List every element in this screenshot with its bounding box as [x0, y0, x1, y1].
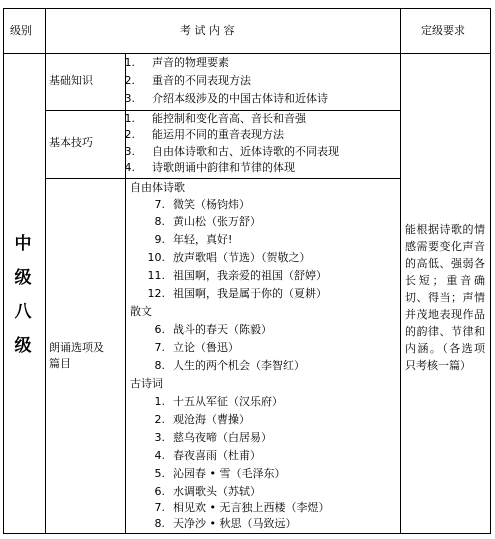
- prose-item-1-num: 6.: [154, 323, 165, 336]
- fv-item-2-text: 黄山松（张万舒）: [173, 215, 261, 228]
- cp-item-8-num: 8.: [154, 517, 165, 530]
- bs-item-4-num: 4.: [124, 161, 135, 174]
- header-level: 级别: [10, 24, 32, 37]
- requirement-column-divider: [400, 8, 401, 534]
- prose-item-2-num: 7.: [154, 341, 165, 354]
- bs-item-3-text: 自由体诗歌和古、近体诗歌的不同表现: [152, 145, 339, 158]
- cp-item-4-text: 春夜喜雨（杜甫）: [173, 449, 261, 462]
- cp-item-1-num: 1.: [154, 395, 165, 408]
- header-divider: [3, 53, 491, 54]
- level-char-3: 八: [14, 302, 32, 322]
- prose-item-3-text: 人生的两个机会（李智红）: [173, 359, 305, 372]
- requirement-text: 能根据诗歌的情感需要变化声音的高低、强弱各长短；重音确切、得当；声情并茂地表现作品的韵律、节律和内涵。（各选项只考核一篇）: [405, 223, 485, 372]
- prose-item-1-text: 战斗的春天（陈毅）: [173, 323, 272, 336]
- fv-item-5-text: 祖国啊，我亲爱的祖国（舒婷）: [173, 269, 327, 282]
- fv-item-4-num: 10.: [147, 251, 165, 264]
- fv-item-6-text: 祖国啊，我是属于你的（夏耕）: [173, 287, 327, 300]
- fv-item-6-num: 12.: [147, 287, 165, 300]
- bk-item-1-text: 声音的物理要素: [152, 56, 229, 69]
- cp-item-5-text: 沁园春 • 雪（毛泽东）: [173, 467, 286, 480]
- cp-item-3-num: 3.: [154, 431, 165, 444]
- bk-item-2-num: 2.: [124, 74, 135, 87]
- level-char-1: 中: [14, 234, 32, 254]
- fv-item-3-text: 年轻，真好!: [173, 233, 233, 246]
- level-char-4: 级: [14, 336, 32, 356]
- fv-item-2-num: 8.: [154, 215, 165, 228]
- cp-item-1-text: 十五从军征（汉乐府）: [173, 395, 283, 408]
- basic-knowledge-label: 基础知识: [49, 74, 93, 87]
- row-divider-2: [45, 178, 400, 179]
- cp-item-3-text: 慈乌夜啼（白居易）: [173, 431, 272, 444]
- bk-item-1-num: 1.: [124, 56, 135, 69]
- bs-item-4-text: 诗歌朗诵中韵律和节律的体现: [152, 161, 295, 174]
- recitation-label-line2: 篇目: [49, 357, 71, 370]
- cp-item-7-text: 相见欢 • 无言独上西楼（李煜）: [173, 501, 330, 514]
- basic-skills-label: 基本技巧: [49, 136, 93, 149]
- bs-item-3-num: 3.: [124, 145, 135, 158]
- cp-item-6-num: 6.: [154, 485, 165, 498]
- group-title-classical: 古诗词: [130, 377, 163, 390]
- level-column-divider: [45, 8, 46, 534]
- bs-item-2-text: 能运用不同的重音表现方法: [152, 128, 284, 141]
- cp-item-2-num: 2.: [154, 413, 165, 426]
- bs-item-2-num: 2.: [124, 128, 135, 141]
- syllabus-table: [3, 8, 491, 534]
- header-requirement: 定级要求: [421, 24, 465, 37]
- level-char-2: 级: [14, 268, 32, 288]
- cp-item-7-num: 7.: [154, 501, 165, 514]
- prose-item-2-text: 立论（鲁迅）: [173, 341, 239, 354]
- cp-item-4-num: 4.: [154, 449, 165, 462]
- cp-item-8-text: 天净沙 • 秋思（马致远）: [173, 517, 297, 530]
- table-border-bottom: [3, 533, 491, 534]
- fv-item-3-num: 9.: [154, 233, 165, 246]
- bk-item-2-text: 重音的不同表现方法: [152, 74, 251, 87]
- bs-item-1-text: 能控制和变化音高、音长和音强: [152, 112, 306, 125]
- bk-item-3-num: 3.: [124, 92, 135, 105]
- table-border-top: [3, 8, 491, 9]
- cp-item-2-text: 观沧海（曹操）: [173, 413, 250, 426]
- header-content: 考 试 内 容: [180, 24, 235, 37]
- cp-item-6-text: 水调歌头（苏轼）: [173, 485, 261, 498]
- bs-item-1-num: 1.: [124, 112, 135, 125]
- recitation-label-line1: 朗诵选项及: [49, 341, 104, 354]
- table-border-right: [490, 8, 491, 534]
- prose-item-3-num: 8.: [154, 359, 165, 372]
- fv-item-4-text: 放声歌唱（节选）（贺敬之）: [173, 251, 311, 264]
- table-border-left: [3, 8, 4, 534]
- group-title-free-verse: 自由体诗歌: [130, 181, 185, 194]
- fv-item-5-num: 11.: [147, 269, 165, 282]
- cp-item-5-num: 5.: [154, 467, 165, 480]
- fv-item-1-num: 7.: [154, 198, 165, 211]
- bk-item-3-text: 介绍本级涉及的中国古体诗和近体诗: [152, 92, 328, 105]
- fv-item-1-text: 微笑（杨钧炜）: [173, 198, 250, 211]
- group-title-prose: 散文: [130, 305, 152, 318]
